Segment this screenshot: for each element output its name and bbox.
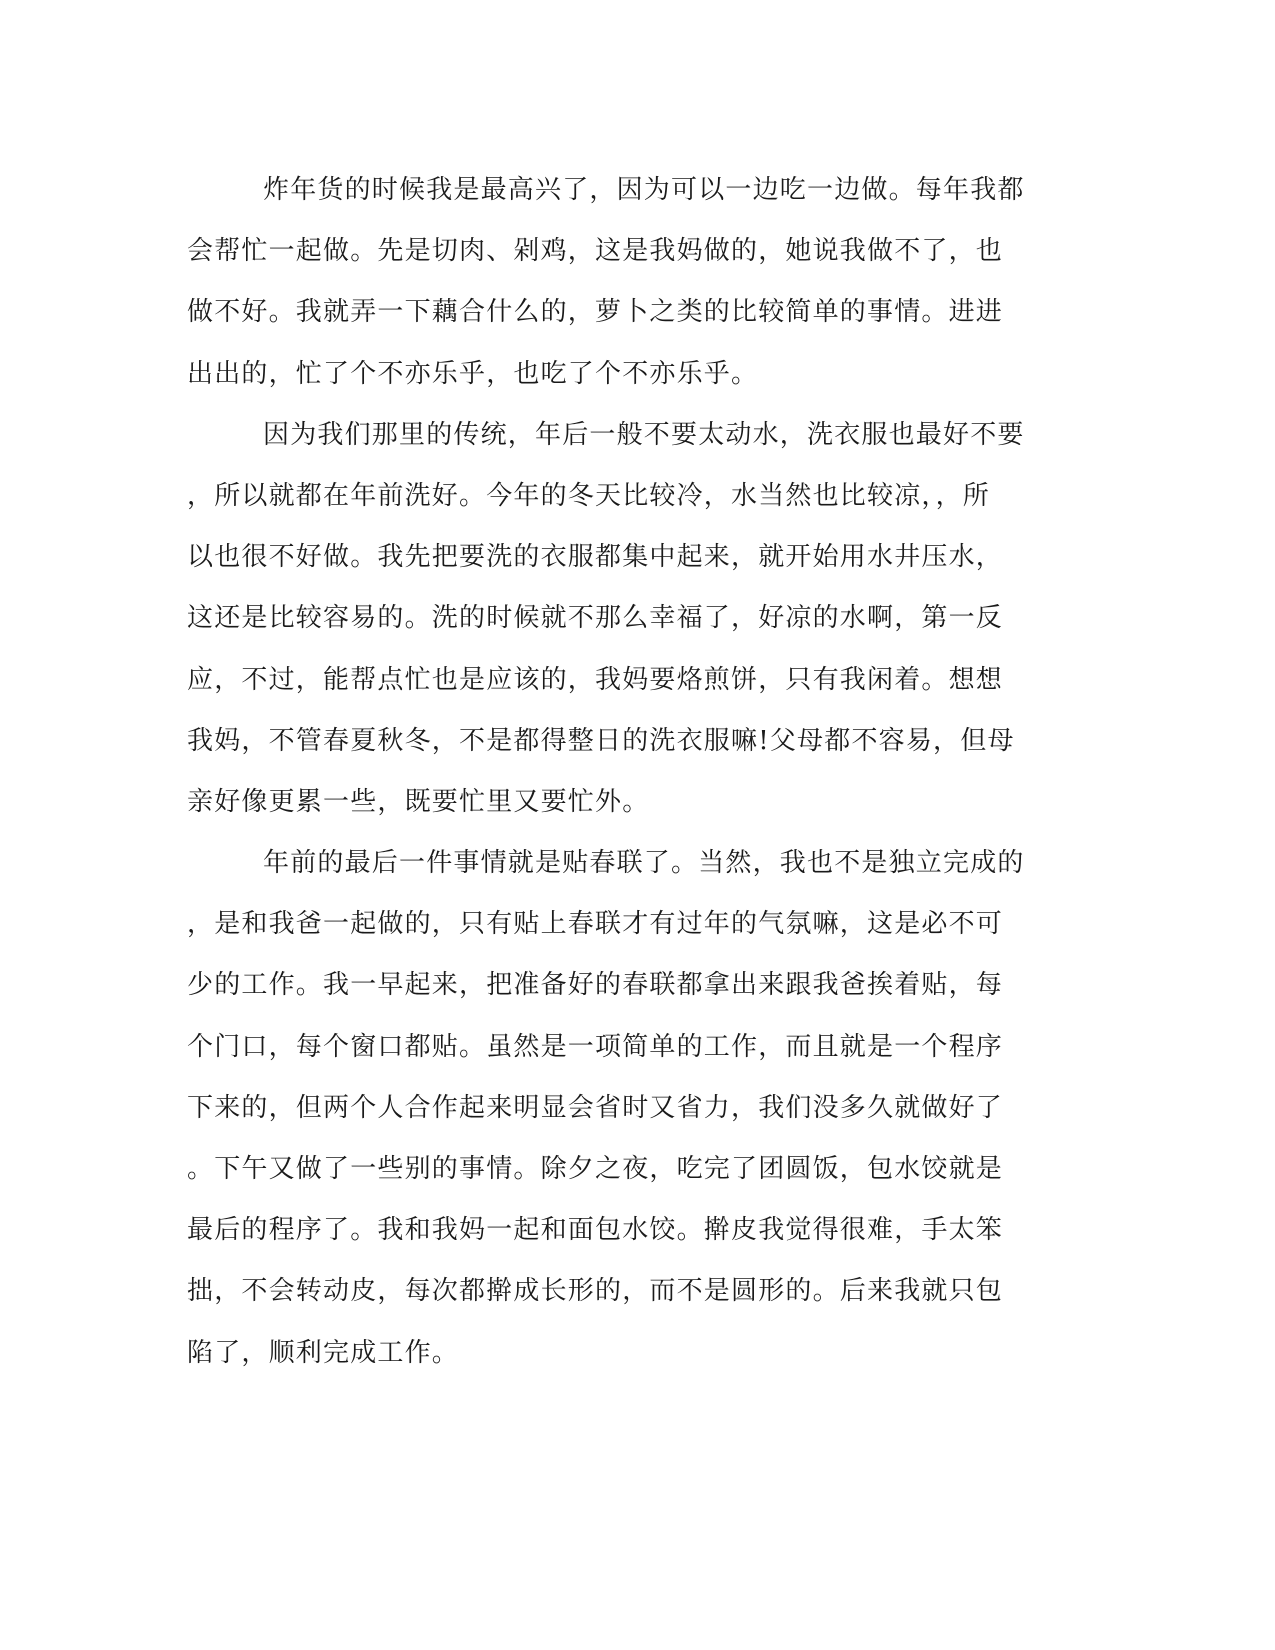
text-line: 少的工作。我一早起来，把准备好的春联都拿出来跟我爸挨着贴，每 bbox=[187, 970, 1004, 1001]
paragraph-2 bbox=[187, 405, 1067, 833]
text-line: ，是和我爸一起做的，只有贴上春联才有过年的气氛嘛，这是必不可 bbox=[187, 909, 1004, 940]
text-line: 我妈，不管春夏秋冬，不是都得整日的洗衣服嘛!父母都不容易，但母 bbox=[187, 725, 1015, 756]
text-line: 做不好。我就弄一下藕合什么的，萝卜之类的比较简单的事情。进进 bbox=[187, 297, 1004, 328]
text-line: 个门口，每个窗口都贴。虽然是一项简单的工作，而且就是一个程序 bbox=[187, 1031, 1004, 1062]
text-line: 亲好像更累一些，既要忙里又要忙外。 bbox=[187, 786, 650, 817]
text-line: 应，不过，能帮点忙也是应该的，我妈要烙煎饼，只有我闲着。想想 bbox=[187, 664, 1004, 695]
text-line: 拙，不会转动皮，每次都擀成长形的，而不是圆形的。后来我就只包 bbox=[187, 1276, 1004, 1307]
text-line: ，所以就都在年前洗好。今年的冬天比较冷，水当然也比较凉，，所 bbox=[187, 480, 991, 511]
paragraph-3 bbox=[187, 833, 1067, 1384]
text-line: 最后的程序了。我和我妈一起和面包水饺。擀皮我觉得很难，手太笨 bbox=[187, 1215, 1004, 1246]
text-line: 会帮忙一起做。先是切肉、剁鸡，这是我妈做的，她说我做不了，也 bbox=[187, 236, 1004, 267]
document-body bbox=[187, 160, 1067, 1384]
text-line: 陷了，顺利完成工作。 bbox=[187, 1337, 460, 1368]
text-line: 因为我们那里的传统，年后一般不要太动水，洗衣服也最好不要 bbox=[263, 419, 1025, 450]
text-line: 年前的最后一件事情就是贴春联了。当然，我也不是独立完成的 bbox=[263, 848, 1025, 879]
paragraph-1 bbox=[187, 160, 1067, 405]
text-line: 炸年货的时候我是最高兴了，因为可以一边吃一边做。每年我都 bbox=[263, 175, 1025, 205]
text-line: 这还是比较容易的。洗的时候就不那么幸福了，好凉的水啊，第一反 bbox=[187, 603, 1004, 634]
text-line: 。下午又做了一些别的事情。除夕之夜，吃完了团圆饭，包水饺就是 bbox=[187, 1154, 1004, 1184]
text-line: 出出的，忙了个不亦乐乎，也吃了个不亦乐乎。 bbox=[187, 358, 759, 389]
text-line: 下来的，但两个人合作起来明显会省时又省力，我们没多久就做好了 bbox=[187, 1092, 1004, 1123]
text-line: 以也很不好做。我先把要洗的衣服都集中起来，就开始用水井压水， bbox=[187, 542, 1004, 573]
